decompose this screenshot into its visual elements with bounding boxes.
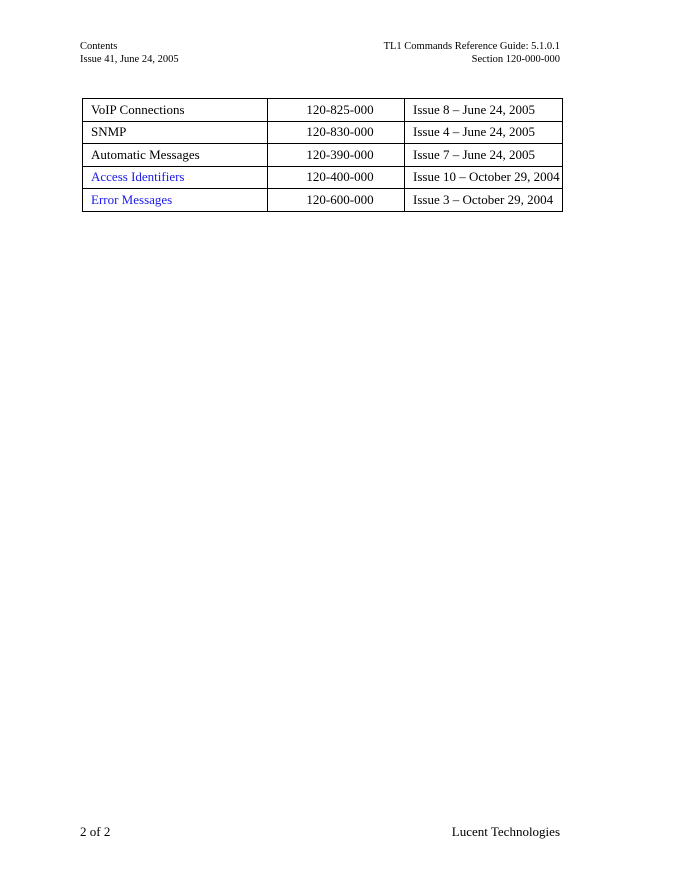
- header-section-number: Section 120-000-000: [471, 54, 560, 65]
- section-issue-cell: Issue 10 – October 29, 2004: [405, 166, 563, 189]
- section-title: VoIP Connections: [91, 101, 185, 117]
- page-header-right: [384, 40, 560, 66]
- table-row: [83, 189, 563, 212]
- section-issue-cell: Issue 7 – June 24, 2005: [405, 144, 563, 167]
- table-row: [83, 166, 563, 189]
- section-title-cell: [83, 99, 268, 122]
- section-issue-cell: Issue 8 – June 24, 2005: [405, 99, 563, 122]
- header-issue-date: Issue 41, June 24, 2005: [80, 54, 179, 65]
- header-section-name: Contents: [80, 41, 118, 52]
- header-document-title: TL1 Commands Reference Guide: 5.1.0.1: [383, 41, 560, 52]
- section-number-cell: 120-830-000: [268, 121, 405, 144]
- table-row: [83, 121, 563, 144]
- page-number: 2 of 2: [80, 824, 111, 839]
- section-number-cell: 120-825-000: [268, 99, 405, 122]
- table-row: [83, 144, 563, 167]
- section-title: Automatic Messages: [91, 146, 200, 162]
- section-link-access-identifiers[interactable]: Access Identifiers: [91, 169, 185, 185]
- section-number-cell: 120-600-000: [268, 189, 405, 212]
- section-number-cell: 120-390-000: [268, 144, 405, 167]
- section-issue-cell: Issue 4 – June 24, 2005: [405, 121, 563, 144]
- company-name: Lucent Technologies: [451, 824, 560, 839]
- section-number-cell: 120-400-000: [268, 166, 405, 189]
- sections-table: [82, 98, 563, 212]
- section-title: SNMP: [91, 124, 127, 140]
- section-title-cell: [83, 189, 268, 212]
- section-link-error-messages[interactable]: Error Messages: [91, 191, 173, 207]
- page-header-left: [80, 40, 179, 66]
- section-title-cell: [83, 121, 268, 144]
- table-row: [83, 99, 563, 122]
- section-issue-cell: Issue 3 – October 29, 2004: [405, 189, 563, 212]
- section-title-cell: [83, 166, 268, 189]
- section-title-cell: [83, 144, 268, 167]
